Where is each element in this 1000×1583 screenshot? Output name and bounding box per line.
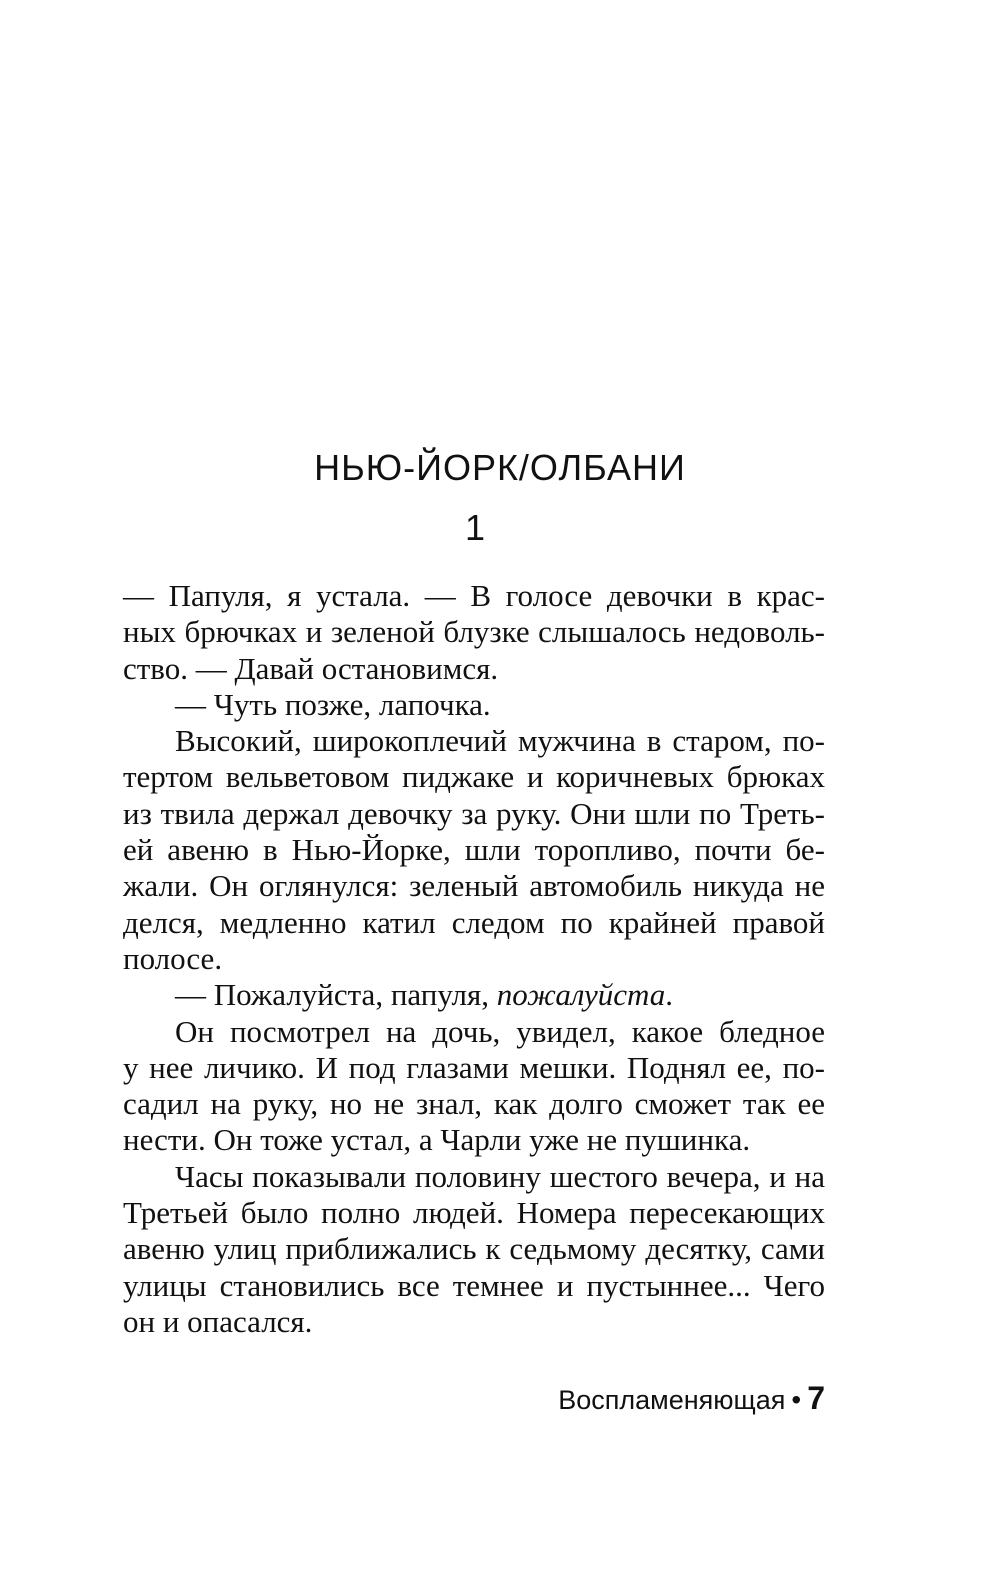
part-title: НЬЮ-ЙОРК/ОЛБАНИ (314, 447, 686, 488)
text-line: тертом вельветовом пиджаке и коричневых брюках (123, 759, 825, 795)
text-line: — Пожалуйста, папуля, пожалуйста. (175, 977, 674, 1013)
text-line: из твила держал девочку за руку. Они шли по Треть- (123, 795, 825, 831)
text-line: нести. Он тоже устал, а Чарли уже не пушинка. (123, 1122, 751, 1158)
text-line: авеню улиц приближались к седьмому десятку, сами (123, 1231, 825, 1267)
text-line: полосе. (123, 940, 223, 976)
text-line: Третьей было полно людей. Номера пересекающих (123, 1195, 825, 1231)
text-line: он и опасался. (123, 1303, 313, 1339)
chapter-text (123, 578, 825, 1340)
text-line: Часы показывали половину шестого вечера, и на (175, 1158, 825, 1194)
text-line: Он посмотрел на дочь, увидел, какое бледное (175, 1013, 825, 1049)
italic-emphasis: пожалуйста (496, 977, 666, 1013)
text-line: ство. — Давай остановимся. (123, 650, 499, 686)
text-line: жали. Он оглянулся: зеленый автомобиль никуда не (123, 868, 825, 904)
text-line: — Папуля, я устала. — В голосе девочки в крас- (123, 578, 825, 613)
text-line: ных брючках и зеленой блузке слышалось недоволь- (123, 614, 825, 650)
chapter-number: 1 (464, 507, 486, 548)
running-footer (175, 1378, 825, 1420)
book-title: Воспламеняющая (558, 1385, 786, 1415)
text-line: садил на руку, но не знал, как долго сможет так ее (123, 1086, 825, 1122)
text-line: — Чуть позже, лапочка. (175, 686, 491, 722)
separator-bullet: • (791, 1384, 802, 1415)
text-line: Высокий, широкоплечий мужчина в старом, по- (175, 723, 825, 759)
page-number: 7 (807, 1380, 825, 1416)
text-line: ей авеню в Нью-Йорке, шли торопливо, почти бе- (123, 832, 825, 868)
text-line: улицы становились все темнее и пустыннее... Чего (123, 1267, 825, 1303)
text-line: у нее личико. И под глазами мешки. Поднял ее, по- (123, 1049, 825, 1085)
text-line: делся, медленно катил следом по крайней правой (123, 904, 825, 940)
